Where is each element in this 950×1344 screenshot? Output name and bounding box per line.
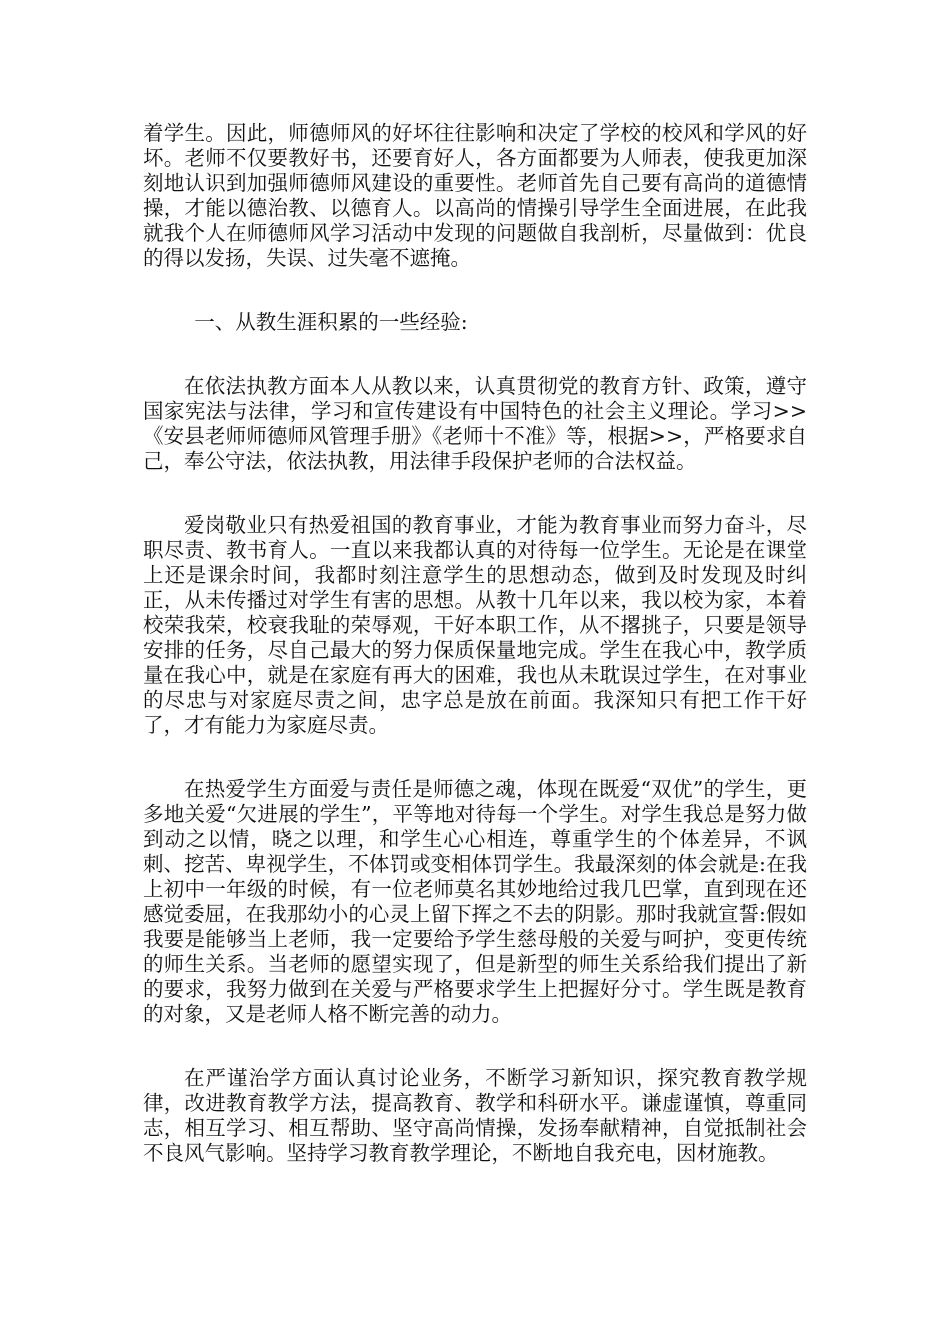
document-page <box>143 121 807 1205</box>
section-heading: 一、从教生涯积累的一些经验: <box>194 310 468 334</box>
paragraph-intro-continuation: 着学生。因此，师德师风的好坏往往影响和决定了学校的校风和学风的好坏。老师不仅要教好书，还要育好人，各方面都要为人师表，使我更加深刻地认识到加强师德师风建设的重要性。老师首先自己要有高尚的道德情操，才能以德治教、以德育人。以高尚的情操引导学生全面进展，在此我就我个人在师德师风学习活动中发现的问题做自我剖析，尽量做到：优良的得以发扬，失误、过失毫不遮掩。 <box>143 121 807 270</box>
paragraph-law-abiding-teaching: 在依法执教方面本人从教以来，认真贯彻党的教育方针、政策，遵守国家宪法与法律，学习和宣传建设有中国特色的社会主义理论。学习>>《安县老师师德师风管理手册》《老师十不准》等，根据>>，严格要求自己，奉公守法，依法执教，用法律手段保护老师的合法权益。 <box>143 374 807 473</box>
paragraph-love-students: 在热爱学生方面爱与责任是师德之魂，体现在既爱“双优”的学生，更多地关爱“欠进展的学生”，平等地对待每一个学生。对学生我总是努力做到动之以情，晓之以理，和学生心心相连，尊重学生的个体差异，不讽刺、挖苦、卑视学生，不体罚或变相体罚学生。我最深刻的体会就是:在我上初中一年级的时候，有一位老师莫名其妙地给过我几巴掌，直到现在还感觉委屈，在我那幼小的心灵上留下挥之不去的阴影。那时我就宣誓:假如我要是能够当上老师，我一定要给予学生慈母般的关爱与呵护，变更传统的师生关系。当老师的愿望实现了，但是新型的师生关系给我们提出了新的要求，我努力做到在关爱与严格要求学生上把握好分寸。学生既是教育的对象，又是老师人格不断完善的动力。 <box>143 777 807 1026</box>
paragraph-rigorous-scholarship: 在严谨治学方面认真讨论业务，不断学习新知识，探究教育教学规律，改进教育教学方法，提高教育、教学和科研水平。谦虚谨慎，尊重同志，相互学习、相互帮助、坚守高尚情操，发扬奉献精神，自觉抵制社会不良风气影响。坚持学习教育教学理论，不断地自我充电，因材施教。 <box>143 1066 807 1165</box>
paragraph-dedication: 爱岗敬业只有热爱祖国的教育事业，才能为教育事业而努力奋斗，尽职尽责、教书育人。一直以来我都认真的对待每一位学生。无论是在课堂上还是课余时间，我都时刻注意学生的思想动态，做到及时发现及时纠正，从未传播过对学生有害的思想。从教十几年以来，我以校为家，本着校荣我荣，校衰我耻的荣辱观，干好本职工作，从不撂挑子，只要是领导安排的任务，尽自己最大的努力保质保量地完成。学生在我心中，教学质量在我心中，就是在家庭有再大的困难，我也从未耽误过学生，在对事业的尽忠与对家庭尽责之间，忠字总是放在前面。我深知只有把工作干好了，才有能力为家庭尽责。 <box>143 513 807 737</box>
